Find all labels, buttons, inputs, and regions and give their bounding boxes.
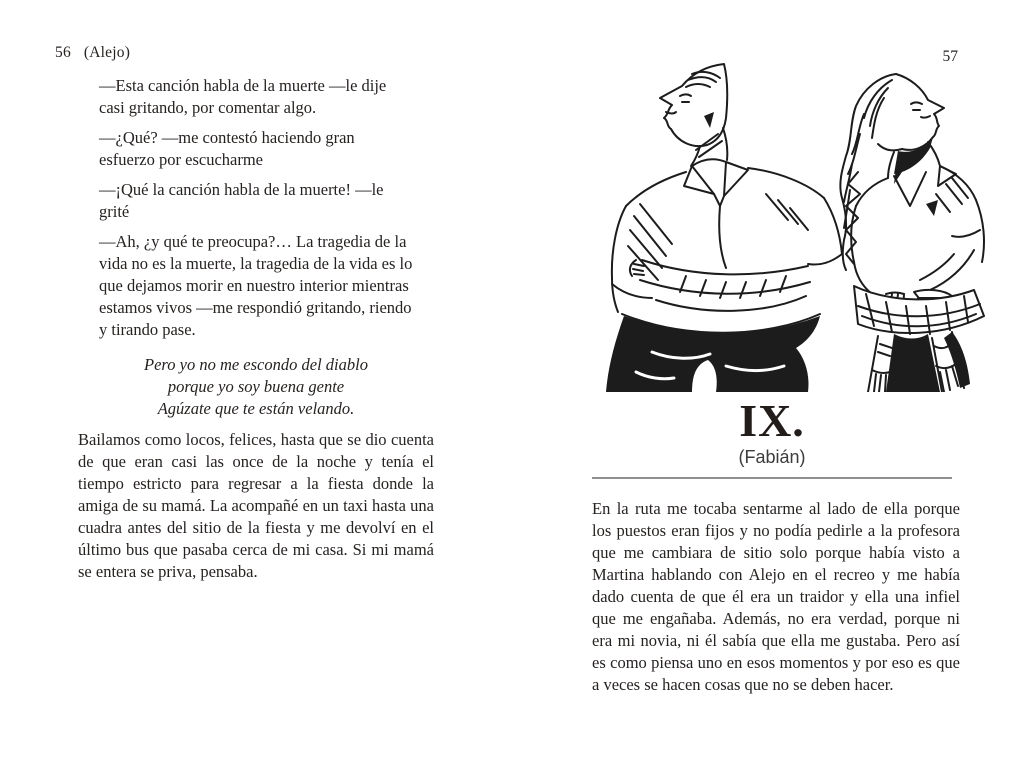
section-rule bbox=[592, 477, 952, 479]
page-number-right: 57 bbox=[942, 48, 958, 65]
chapter-paragraph: En la ruta me tocaba sentarme al lado de ella porque los puestos eran fijos y no podía pedirle a la profesora que me cambiara de sitio solo porque había visto a Martina hablando con Alejo en el recreo y me había dado cuenta de que él era un traidor y ella una infiel que me engañaba. Además, no era verdad, porque ni era mi novia, ni él sabía que ella me gustaba. Pero así es como piensa uno en esos momentos y por eso es que a veces se hacen cosas que no se deben hacer. bbox=[592, 499, 960, 694]
page-left bbox=[55, 44, 437, 583]
body-paragraph: Bailamos como locos, felices, hasta que se dio cuenta de que eran casi las once de la noche y tenía el tiempo estricto para regresar a la fiesta donde la amiga de su mamá. La acompañé en un taxi hasta una cuadra antes del sitio de la fiesta y me devolví en el último bus que pasaba cerca de mi casa. Si mi mamá se entera se priva, pensaba. bbox=[78, 430, 434, 581]
man-figure bbox=[606, 64, 842, 392]
dialogue-paragraph: —Ah, ¿y qué te preocupa?… La tragedia de la vida no es la muerte, la tragedia de la vida es lo que dejamos morir en nuestro interior mientras estamos vivos —me respondió gritando, riendo y tirando pase. bbox=[99, 232, 413, 339]
chapter-number: IX. bbox=[739, 395, 805, 446]
page-right bbox=[578, 40, 964, 760]
left-page-body bbox=[78, 75, 434, 583]
dialogue-paragraph: —Esta canción habla de la muerte —le dije casi gritando, por comentar algo. bbox=[99, 76, 387, 117]
verse-line: porque yo soy buena gente bbox=[167, 377, 345, 396]
dialogue-block bbox=[78, 75, 434, 341]
page-header-left bbox=[55, 44, 437, 62]
chapter-heading bbox=[592, 395, 952, 479]
running-header: (Alejo) bbox=[83, 44, 131, 61]
page-number-left: 56 bbox=[55, 44, 71, 61]
verse-line: Pero yo no me escondo del diablo bbox=[144, 355, 368, 374]
dialogue-paragraph: —¡Qué la canción habla de la muerte! —le grité bbox=[99, 180, 384, 221]
woman-figure bbox=[840, 74, 984, 392]
dialogue-paragraph: —¿Qué? —me contestó haciendo gran esfuerzo por escucharme bbox=[99, 128, 355, 169]
chapter-subtitle: (Fabián) bbox=[738, 447, 806, 467]
verse-line: Agúzate que te están velando. bbox=[157, 399, 355, 418]
verse-stanza bbox=[78, 354, 434, 420]
chapter-illustration bbox=[596, 54, 988, 392]
